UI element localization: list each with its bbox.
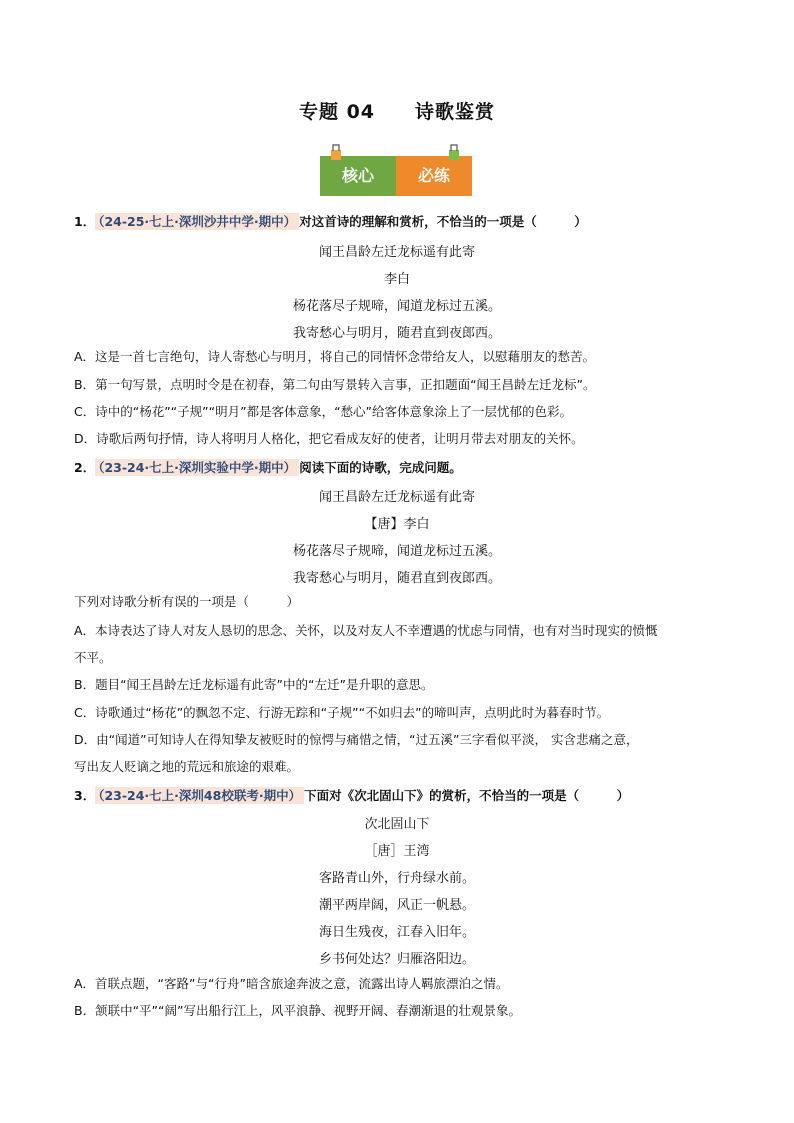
option-b: B．第一句写景，点明时令是在初春，第二句由写景转入言事，正扣题面“闻王昌龄左迁龙标”。 [74,377,596,392]
option-d: D．由“闻道”可知诗人在得知挚友被贬时的惊愕与痛惜之情，“过五溪”三字看似平淡， 实含悲痛之意， [74,732,639,747]
question-source: （23-24·七上·深圳48校联考·期中） [95,787,304,804]
option-c: C．诗歌通过“杨花”的飘忽不定、行游无踪和“子规”“不如归去”的啼叫声，点明此时为暮春时节。 [74,705,610,720]
question-3-header [74,786,629,804]
poem-line: 海日生残夜，江春入旧年。 [318,925,475,940]
question-prompt: 下列对诗歌分析有误的一项是（ ） [74,594,300,609]
option-a: A．首联点题，“客路”与“行舟”暗含旅途奔波之意，流露出诗人羁旅漂泊之情。 [74,976,509,991]
poem-line: 乡书何处达？归雁洛阳边。 [318,952,475,967]
question-stem: 对这首诗的理解和赏析，不恰当的一项是（ ） [299,214,587,229]
option-d-continued: 写出友人贬谪之地的荒远和旅途的艰难。 [74,759,300,774]
option-a: A．这是一首七言绝句，诗人寄愁心与明月，将自己的同情怀念带给友人，以慰藉朋友的愁苦。 [74,349,596,364]
option-b: B．颔联中“平”“阔”写出船行江上，风平浪静、视野开阔、春潮渐退的壮观景象。 [74,1003,521,1018]
poem-line: 潮平两岸阔，风正一帆悬。 [318,898,475,913]
section-badge [320,156,472,196]
badge-right-label: 必练 [396,156,472,196]
question-number: 2． [74,460,96,475]
title-topic-number: 专题 04 [298,101,376,123]
poem-line: 杨花落尽子规啼，闻道龙标过五溪。 [292,299,501,314]
page-title [0,97,794,124]
option-b: B．题目“闻王昌龄左迁龙标遥有此寄”中的“左迁”是升职的意思。 [74,677,434,692]
poem-line: 我寄愁心与明月，随君直到夜郎西。 [292,571,501,586]
option-a-continued: 不平。 [74,650,112,665]
poem-title: 闻王昌龄左迁龙标遥有此寄 [318,490,475,505]
title-topic-name: 诗歌鉴赏 [415,101,496,123]
badge-left-label: 核心 [320,156,396,196]
poem-title: 闻王昌龄左迁龙标遥有此寄 [318,245,475,260]
question-source: （23-24·七上·深圳实验中学·期中） [95,459,299,476]
option-a: A．本诗表达了诗人对友人恳切的思念、关怀，以及对友人不幸遭遇的忧虑与同情，也有对当时现实的愤慨 [74,623,658,638]
question-stem: 阅读下面的诗歌，完成问题。 [299,460,462,475]
option-d: D．诗歌后两句抒情，诗人将明月人格化，把它看成友好的使者，让明月带去对朋友的关怀。 [74,431,584,446]
option-c: C．诗中的“杨花”“子规”“明月”都是客体意象，“愁心”给客体意象涂上了一层忧郁的色彩。 [74,404,573,419]
question-number: 1． [74,214,96,229]
question-source: （24-25·七上·深圳沙井中学·期中） [95,213,299,230]
question-2-header [74,458,462,476]
question-number: 3． [74,788,96,803]
poem-line: 客路青山外，行舟绿水前。 [318,871,475,886]
poem-author: 【唐】李白 [364,517,430,532]
poem-author: 李白 [383,272,410,287]
poem-author: ［唐］王湾 [364,844,430,859]
question-stem: 下面对《次北固山下》的赏析，不恰当的一项是（ ） [304,788,630,803]
poem-line: 我寄愁心与明月，随君直到夜郎西。 [292,326,501,341]
binder-clip-icon [330,144,342,162]
question-1-header [74,212,587,230]
poem-line: 杨花落尽子规啼，闻道龙标过五溪。 [292,544,501,559]
poem-title: 次北固山下 [364,817,430,832]
binder-clip-icon [448,144,460,162]
